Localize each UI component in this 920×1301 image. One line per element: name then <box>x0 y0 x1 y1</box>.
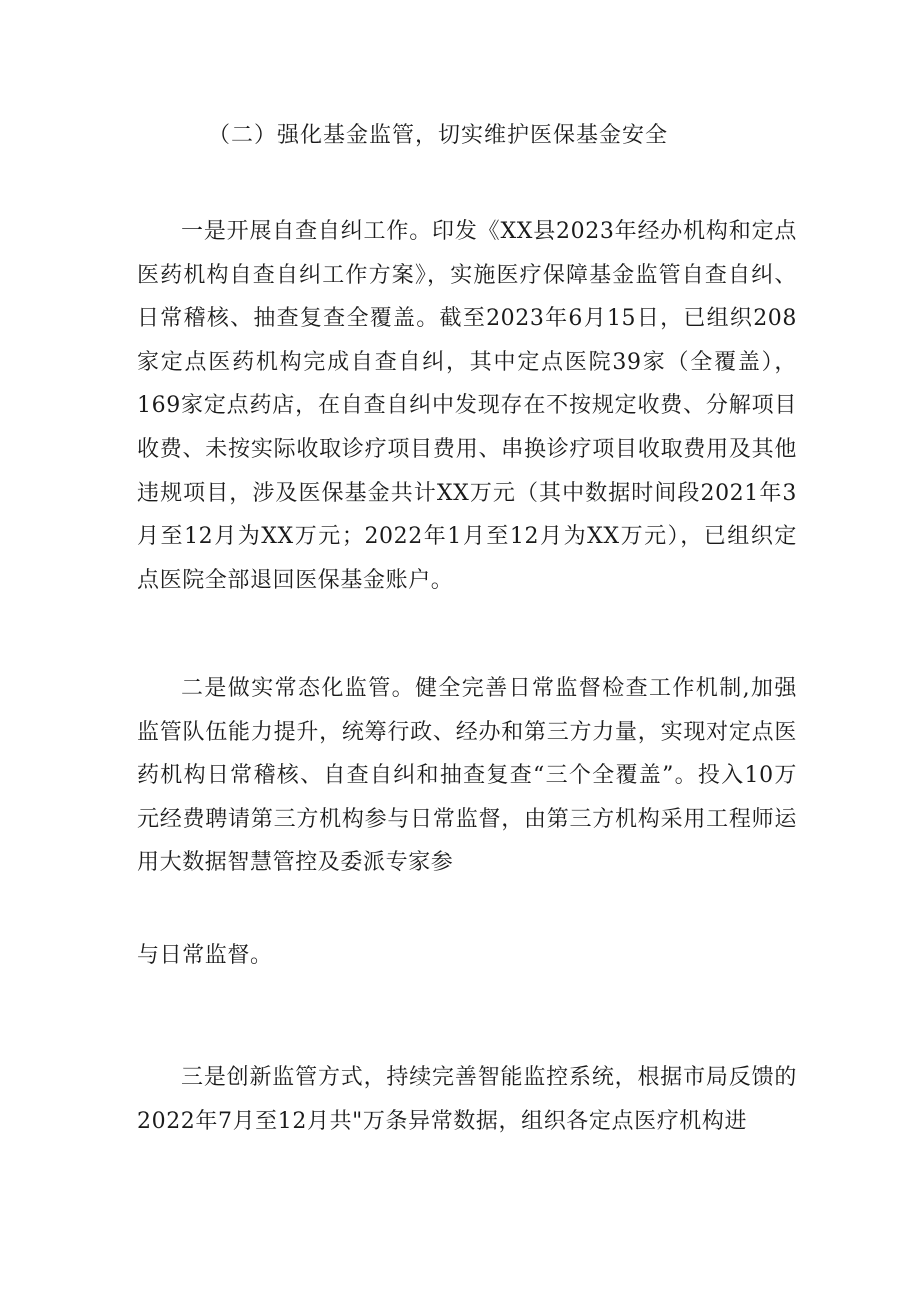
paragraph-continuation: 与日常监督。 <box>137 943 273 968</box>
paragraph-self-inspection: 一是开展自查自纠工作。印发《XX县2023年经办机构和定点医药机构自查自纠工作方案》，实施医疗保障基金监管自查自纠、日常稽核、抽查复查全覆盖。截至2023年6月15日，已组织208家定点医药机构完成自查自纠，其中定点医院39家（全覆盖），169家定点药店，在自查自纠中发现存在不按规定收费、分解项目收费、未按实际收取诊疗项目费用、串换诊疗项目收取费用及其他违规项目，涉及医保基金共计XX万元（其中数据时间段2021年3月至12月为XX万元；2022年1月至12月为XX万元），已组织定点医院全部退回医保基金账户。 <box>137 219 797 593</box>
section-heading: （二）强化基金监管，切实维护医保基金安全 <box>208 123 669 148</box>
paragraph-innovative-supervision: 三是创新监管方式，持续完善智能监控系统，根据市局反馈的2022年7月至12月共"万条异常数据，组织各定点医疗机构进 <box>137 1065 797 1134</box>
paragraph-routine-supervision: 二是做实常态化监管。健全完善日常监督检查工作机制,加强监管队伍能力提升，统筹行政、经办和第三方力量，实现对定点医药机构日常稽核、自查自纠和抽查复查“三个全覆盖”。投入10万元经费聘请第三方机构参与日常监督，由第三方机构采用工程师运用大数据智慧管控及委派专家参 <box>137 676 797 876</box>
